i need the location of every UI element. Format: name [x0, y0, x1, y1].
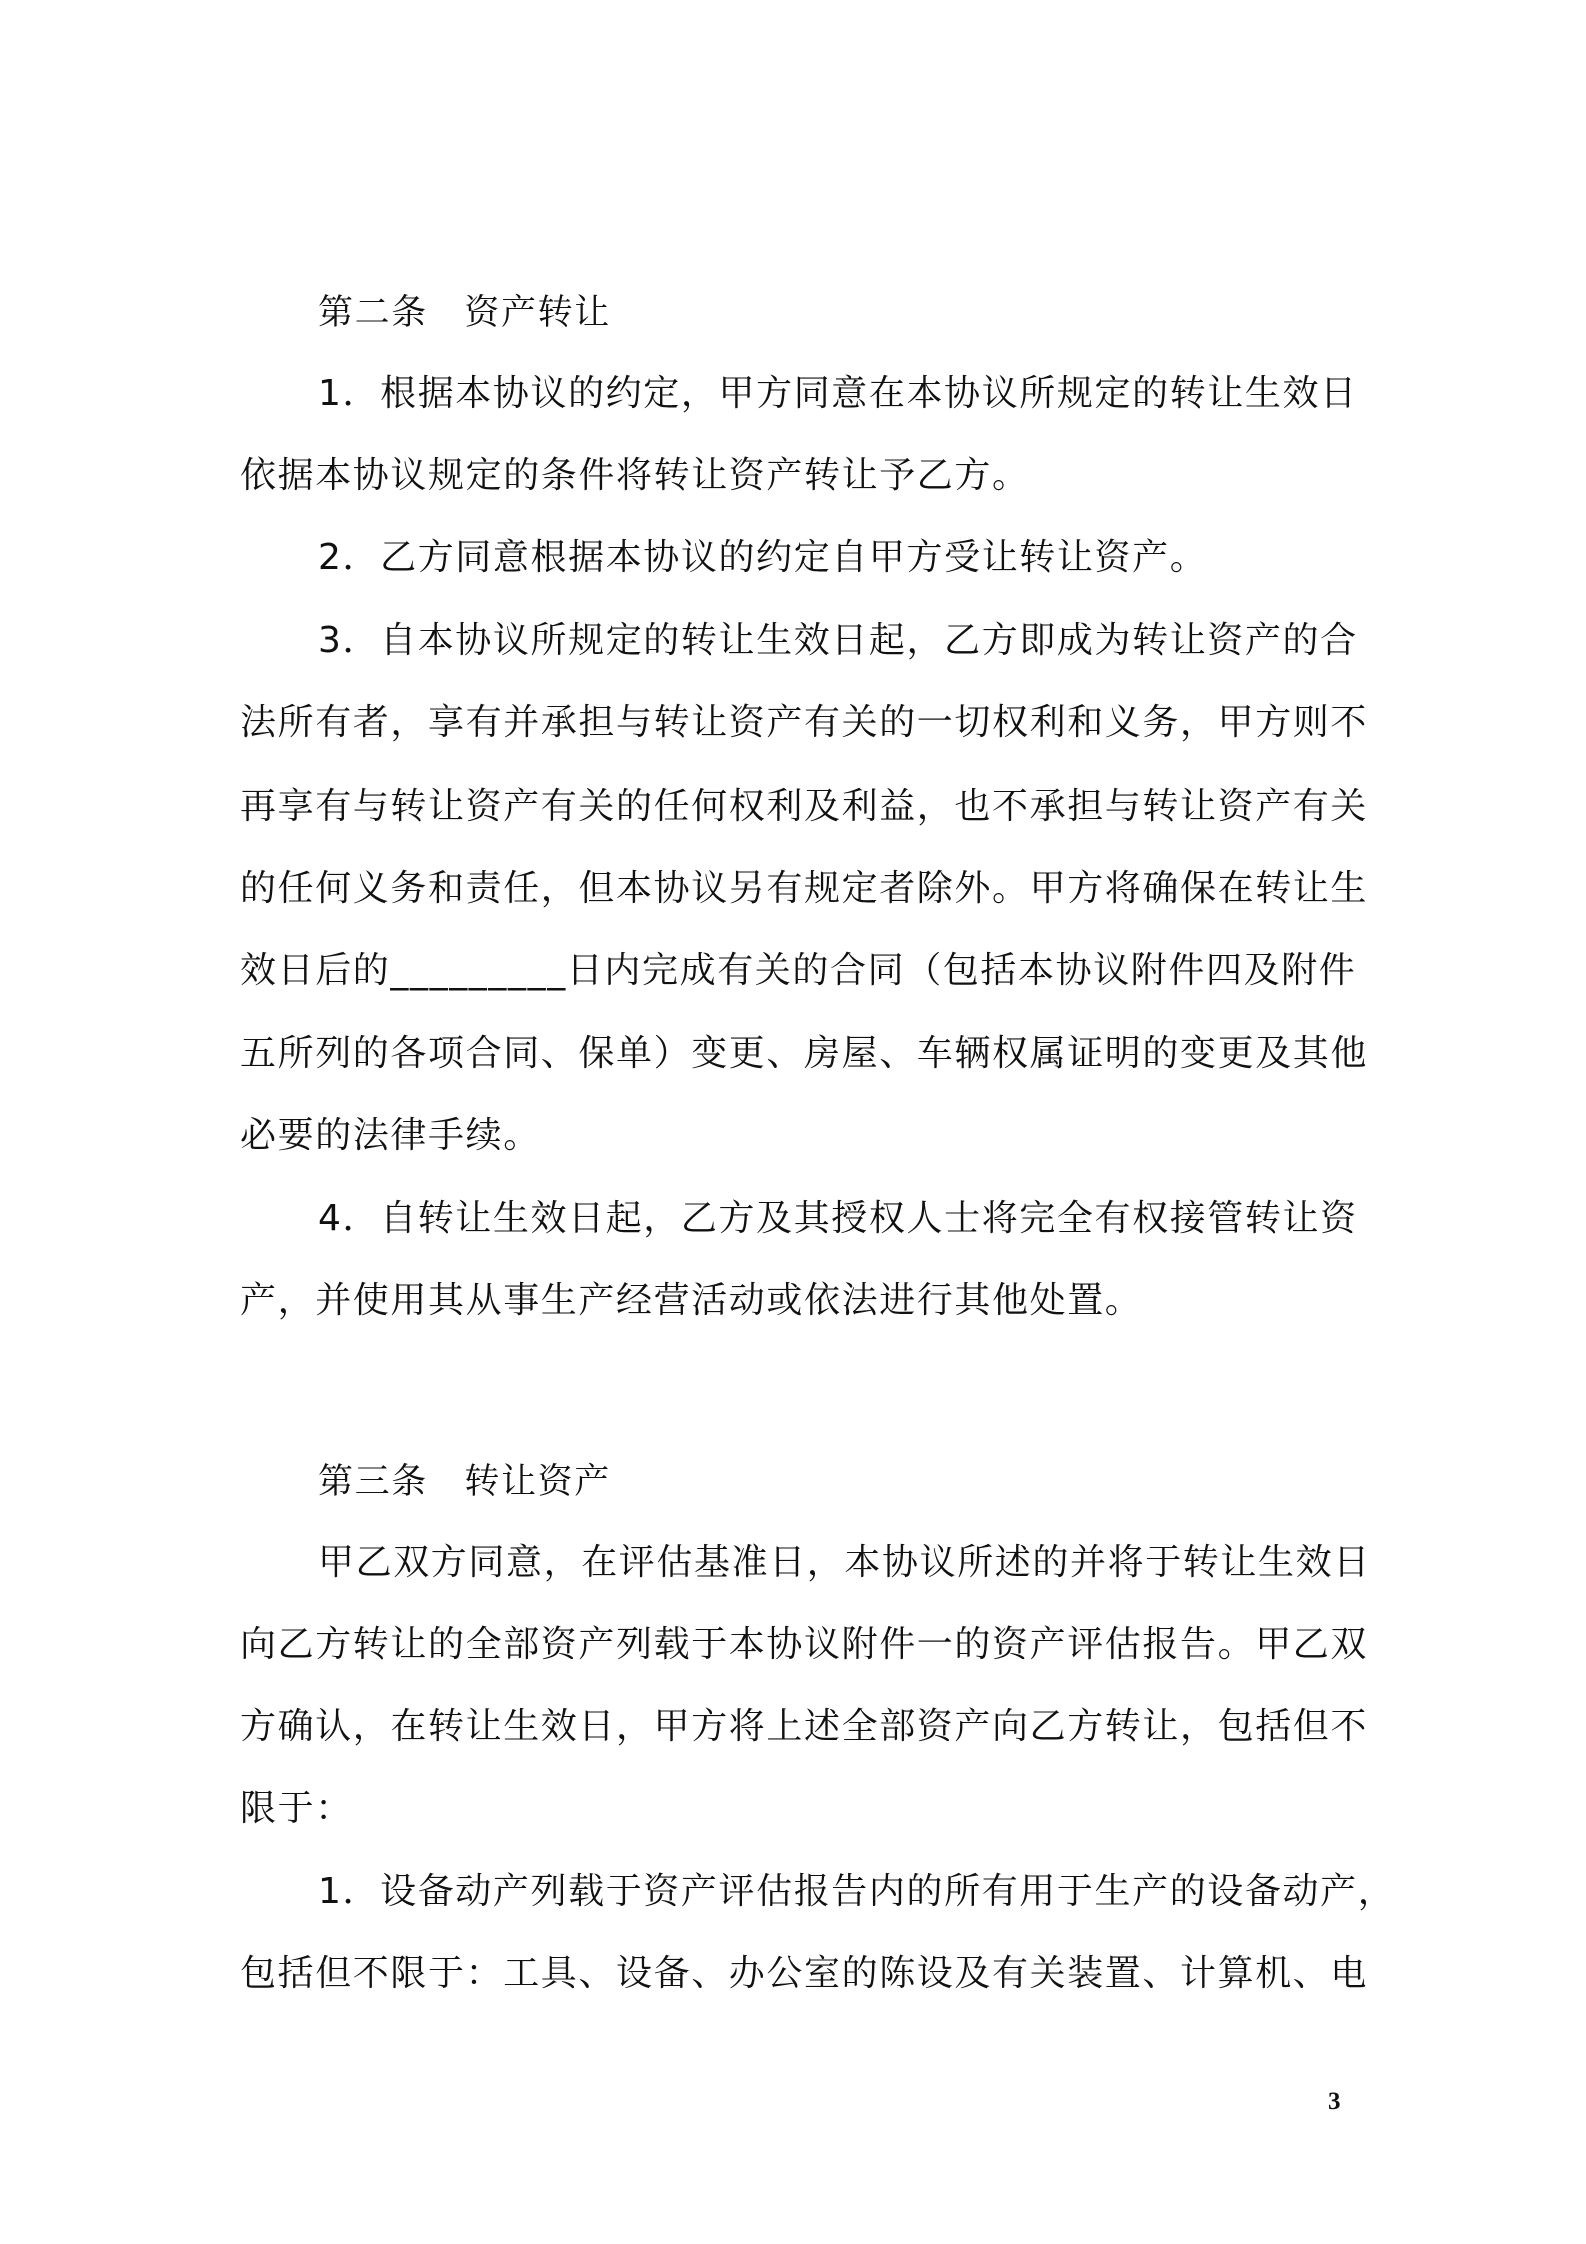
paragraph-line: 产，并使用其从事生产经营活动或依法进行其他处置。 [240, 1280, 1143, 1321]
paragraph-line: 包括但不限于：工具、设备、办公室的陈设及有关装置、计算机、电 [240, 1953, 1369, 1994]
paragraph-line: 向乙方转让的全部资产列载于本协议附件一的资产评估报告。甲乙双 [240, 1624, 1369, 1665]
paragraph-line: 2．乙方同意根据本协议的约定自甲方受让转让资产。 [318, 537, 1208, 578]
paragraph-line: 依据本协议规定的条件将转让资产转让予乙方。 [240, 455, 1030, 496]
paragraph-line: 限于： [240, 1788, 353, 1829]
page-number: 3 [1328, 2088, 1341, 2115]
paragraph-line: 法所有者，享有并承担与转让资产有关的一切权利和义务，甲方则不 [240, 702, 1369, 743]
section-2-heading: 第二条 资产转让 [318, 293, 611, 333]
paragraph-line: 4．自转让生效日起，乙方及其授权人士将完全有权接管转让资 [318, 1198, 1358, 1239]
paragraph-line: 效日后的_________日内完成有关的合同（包括本协议附件四及附件 [240, 950, 1357, 991]
paragraph-line: 甲乙双方同意，在评估基准日，本协议所述的并将于转让生效日 [318, 1542, 1371, 1583]
paragraph-line: 必要的法律手续。 [240, 1115, 541, 1156]
paragraph-line: 方确认，在转让生效日，甲方将上述全部资产向乙方转让，包括但不 [240, 1706, 1369, 1747]
paragraph-line: 1．根据本协议的约定，甲方同意在本协议所规定的转让生效日 [318, 373, 1358, 414]
paragraph-line: 再享有与转让资产有关的任何权利及利益，也不承担与转让资产有关 [240, 786, 1369, 827]
paragraph-line: 五所列的各项合同、保单）变更、房屋、车辆权属证明的变更及其他 [240, 1033, 1369, 1074]
paragraph-line: 的任何义务和责任，但本协议另有规定者除外。甲方将确保在转让生 [240, 868, 1369, 909]
paragraph-line: 3．自本协议所规定的转让生效日起，乙方即成为转让资产的合 [318, 620, 1358, 661]
paragraph-line: 1．设备动产列载于资产评估报告内的所有用于生产的设备动产， [318, 1871, 1396, 1912]
section-3-heading: 第三条 转让资产 [318, 1462, 611, 1502]
